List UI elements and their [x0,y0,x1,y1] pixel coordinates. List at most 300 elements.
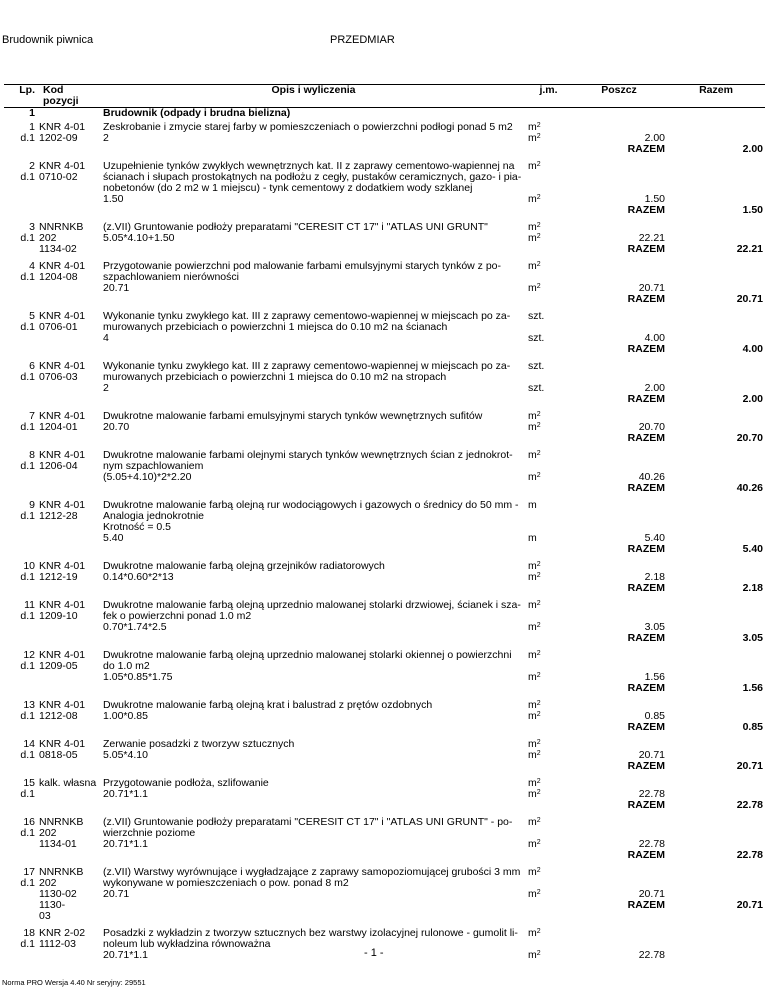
item-lp [4,558,37,597]
item-unit-label: $m^2$ [528,866,541,878]
item-description-line: Krotność = 0.5 [103,521,171,533]
item-description-line: Uzupełnienie tynków zwykłych wewnętrznych kat. II z zaprawy cementowo-wapiennej na [103,160,515,172]
item-code [37,447,101,497]
item-code-line: 0818-05 [39,749,78,761]
item-unit-label: $m^2$ [528,816,541,828]
table-header-row [4,85,765,108]
item-code [37,408,101,447]
item-lp [4,925,37,964]
item-unit [526,775,571,814]
item-code [37,864,101,925]
item-razem-label: RAZEM [627,243,665,255]
item-calculation: 0.70*1.74*2.5 [103,621,167,633]
item-lp [4,775,37,814]
item-poszcz-value: 22.78 [638,949,665,961]
item-unit-label: $m^2$ [528,560,541,572]
item-description [101,864,526,925]
item-razem [667,697,765,736]
item-calc-unit: $m^2$ [528,232,541,244]
item-poszcz-value: 4.00 [644,332,665,344]
item-calc-unit: $m^2$ [528,671,541,683]
item-calc-unit: $m^2$ [528,193,541,205]
item-code-line: KNR 4-01 [39,599,86,611]
item-code [37,597,101,647]
item-unit-label: $m^2$ [528,260,541,272]
item-calc-unit: $m^2$ [528,421,541,433]
item-lp [4,497,37,558]
item-razem-value: 20.71 [736,760,763,772]
item-code-line: 03 [39,910,51,922]
item-razem-label: RAZEM [627,343,665,355]
section-title: Brudownik (odpady i brudna bielizna) [103,107,291,119]
item-calc-unit: $m^2$ [528,949,541,961]
item-razem-value: 0.85 [742,721,763,733]
item-lp-number: 3 [29,221,35,233]
item-unit [526,647,571,697]
item-unit-label: szt. [528,360,545,372]
item-code [37,736,101,775]
item-calculation: 2 [103,382,109,394]
item-code [37,925,101,964]
item-poszcz [571,447,667,497]
item-lp [4,219,37,258]
item-calc-unit: $m^2$ [528,132,541,144]
item-razem [667,647,765,697]
item-calc-unit: m [528,532,537,544]
item-description [101,597,526,647]
item-lp-d: d.1 [20,938,35,950]
item-lp-d: d.1 [20,877,35,889]
item-calc-unit: $m^2$ [528,282,541,294]
item-code [37,358,101,408]
item-lp [4,736,37,775]
item-description-line: Dwukrotne malowanie farbą olejną uprzednio malowanej stolarki drzwiowej, ścianek i sza- [103,599,521,611]
item-description-line: do 1.0 m2 [103,660,150,672]
col-razem-header: Razem [667,85,765,108]
item-lp [4,814,37,864]
item-lp [4,119,37,158]
item-code-line: 1209-05 [39,660,78,672]
item-description-line: Dwukrotne malowanie farbami emulsyjnymi starych tynków wewnętrznych sufitów [103,410,483,422]
item-unit [526,358,571,408]
item-lp-number: 10 [23,560,35,572]
item-lp-number: 6 [29,360,35,372]
item-poszcz-value: 2.18 [644,571,665,583]
item-razem-value: 22.78 [736,799,763,811]
item-razem-label: RAZEM [627,543,665,555]
item-poszcz-value: 0.85 [644,710,665,722]
item-code-line: 0710-02 [39,171,78,183]
item-code [37,697,101,736]
item-lp-d: d.1 [20,749,35,761]
item-lp-d: d.1 [20,610,35,622]
item-razem-label: RAZEM [627,204,665,216]
item-description [101,158,526,219]
item-poszcz-value: 22.78 [638,788,665,800]
item-lp-d: d.1 [20,271,35,283]
item-code-line: 1212-08 [39,710,78,722]
item-poszcz [571,308,667,358]
item-unit [526,497,571,558]
item-lp-d: d.1 [20,421,35,433]
item-description-line: (z.VII) Gruntowanie podłoży preparatami "CERESIT CT 17" i "ATLAS UNI GRUNT" - po- [103,816,513,828]
item-razem-value: 3.05 [742,632,763,644]
document-title: PRZEDMIAR [330,34,395,46]
item-lp-number: 11 [24,599,35,611]
item-calculation: 1.05*0.85*1.75 [103,671,173,683]
item-calculation: 5.05*4.10+1.50 [103,232,175,244]
item-razem [667,258,765,308]
item-row [4,597,765,647]
item-calculation: 20.71*1.1 [103,949,148,961]
section-lp: 1 [29,107,35,119]
software-note: Norma PRO Wersja 4.40 Nr seryjny: 29551 [2,978,146,987]
item-code [37,258,101,308]
item-code-line: 1206-04 [39,460,78,472]
item-lp [4,697,37,736]
item-code-line: KNR 4-01 [39,160,86,172]
item-unit-label: $m^2$ [528,649,541,661]
item-razem-label: RAZEM [627,899,665,911]
item-row [4,647,765,697]
item-unit [526,219,571,258]
item-code-line: NNRNKB 202 [39,866,84,889]
item-lp-number: 4 [29,260,35,272]
item-row [4,814,765,864]
item-code-line: KNR 4-01 [39,410,86,422]
item-unit [526,558,571,597]
item-lp-d: d.1 [20,788,35,800]
item-lp-number: 17 [23,866,35,878]
item-code-line: KNR 4-01 [39,560,86,572]
item-razem-value: 22.78 [736,849,763,861]
item-razem [667,736,765,775]
item-poszcz-value: 1.56 [644,671,665,683]
estimate-table [4,84,765,964]
item-poszcz-value: 40.26 [638,471,665,483]
item-poszcz [571,697,667,736]
item-description-line: nobetonów (do 2 m2 w 1 miejscu) - tynk cementowy z dodatkiem wody szklanej [103,182,473,194]
item-unit-label: $m^2$ [528,738,541,750]
item-lp-number: 18 [23,927,35,939]
item-lp-number: 16 [23,816,35,828]
item-calculation: 20.71 [103,888,130,900]
item-poszcz [571,497,667,558]
item-calc-unit: $m^2$ [528,710,541,722]
item-code-line: KNR 4-01 [39,699,86,711]
item-calculation: 4 [103,332,109,344]
item-razem-label: RAZEM [627,393,665,405]
item-razem-label: RAZEM [627,849,665,861]
item-row [4,736,765,775]
item-lp-number: 15 [23,777,35,789]
item-lp [4,258,37,308]
item-lp [4,447,37,497]
item-poszcz [571,258,667,308]
item-description-line: Wykonanie tynku zwykłego kat. III z zaprawy cementowo-wapiennej w miejscach po za- [103,360,511,372]
item-razem [667,597,765,647]
item-description [101,119,526,158]
item-unit-label: szt. [528,310,545,322]
item-lp [4,308,37,358]
item-row [4,158,765,219]
item-calculation: 5.05*4.10 [103,749,148,761]
item-lp-d: d.1 [20,371,35,383]
item-code-line: 1204-01 [39,421,78,433]
item-description [101,219,526,258]
item-calculation: 20.71*1.1 [103,788,148,800]
item-code-line: KNR 4-01 [39,499,86,511]
item-razem-label: RAZEM [627,721,665,733]
item-description-line: Dwukrotne malowanie farbą olejną krat i balustrad z prętów ozdobnych [103,699,433,711]
item-code-line: NNRNKB 202 [39,221,84,244]
item-poszcz [571,864,667,925]
item-razem-value: 40.26 [736,482,763,494]
item-razem [667,219,765,258]
item-lp [4,408,37,447]
item-razem [667,775,765,814]
item-calculation: 20.70 [103,421,130,433]
item-description-line: Dwukrotne malowanie farbą olejną uprzednio malowanej stolarki okiennej o powierzchni [103,649,512,661]
item-unit [526,697,571,736]
item-description-line: murowanych przebiciach o powierzchni 1 miejsca do 0.10 m2 na stropach [103,371,447,383]
item-lp [4,647,37,697]
item-razem-value: 1.50 [742,204,763,216]
item-lp-d: d.1 [20,510,35,522]
item-code-line: KNR 4-01 [39,360,86,372]
page-number: - 1 - [364,947,384,959]
item-calc-unit: $m^2$ [528,788,541,800]
item-row [4,864,765,925]
item-razem [667,358,765,408]
item-row [4,408,765,447]
item-description-line: Dwukrotne malowanie farbą olejną rur wodociągowych i gazowych o średnicy do 50 mm - [103,499,519,511]
item-row [4,697,765,736]
item-calc-unit: szt. [528,332,545,344]
item-code [37,497,101,558]
item-description [101,775,526,814]
item-unit-label: $m^2$ [528,927,541,939]
col-jm-header: j.m. [526,85,571,108]
item-code-line: 1212-28 [39,510,78,522]
item-unit-label: $m^2$ [528,160,541,172]
item-razem-value: 20.71 [736,899,763,911]
item-poszcz-value: 20.71 [638,282,665,294]
col-lp-header: Lp. [4,85,37,108]
item-description [101,258,526,308]
item-lp [4,158,37,219]
item-poszcz-value: 3.05 [644,621,665,633]
item-lp-number: 14 [23,738,35,750]
item-code-line: 1212-19 [39,571,78,583]
item-razem-value: 4.00 [742,343,763,355]
item-description [101,558,526,597]
col-kod-header: Kod pozycji [37,85,101,108]
item-code [37,219,101,258]
item-lp-number: 8 [29,449,35,461]
item-lp [4,358,37,408]
item-calc-unit: $m^2$ [528,838,541,850]
item-code-line: KNR 2-02 [39,927,86,939]
item-description-line: Analogia jednokrotnie [103,510,204,522]
item-unit [526,408,571,447]
item-row [4,308,765,358]
item-unit-label: $m^2$ [528,449,541,461]
item-unit-label: $m^2$ [528,410,541,422]
item-row [4,925,765,964]
item-razem-label: RAZEM [627,432,665,444]
item-unit [526,447,571,497]
item-unit-label: $m^2$ [528,599,541,611]
item-lp-number: 12 [23,649,35,661]
item-description-line: (z.VII) Warstwy wyrównujące i wygładzające z zaprawy samopoziomującej grubości 3 mm [103,866,521,878]
item-code-line: KNR 4-01 [39,260,86,272]
item-description-line: szpachlowaniem nierówności [103,271,239,283]
item-code-line: 1204-08 [39,271,78,283]
item-unit [526,119,571,158]
item-poszcz [571,925,667,964]
item-unit [526,925,571,964]
item-description [101,447,526,497]
item-razem-label: RAZEM [627,582,665,594]
item-description [101,814,526,864]
item-poszcz-value: 2.00 [644,132,665,144]
item-lp-d: d.1 [20,660,35,672]
item-razem-label: RAZEM [627,143,665,155]
item-poszcz-value: 20.71 [638,749,665,761]
item-unit-label: $m^2$ [528,121,541,133]
item-row [4,775,765,814]
item-row [4,447,765,497]
item-unit [526,864,571,925]
item-code-line: 1130-02 1130- [39,888,77,911]
item-code-line: kalk. własna [39,777,97,789]
col-poszcz-header: Poszcz [571,85,667,108]
section-row [4,108,765,120]
item-razem [667,497,765,558]
item-razem-value: 5.40 [742,543,763,555]
item-description-line: ścianach i słupach prostokątnych na podłożu z cegły, pustaków ceramicznych, gazo- i pia- [103,171,522,183]
item-calculation: 1.00*0.85 [103,710,148,722]
item-calculation: 20.71 [103,282,130,294]
item-code-line: KNR 4-01 [39,738,86,750]
item-razem-value: 20.70 [736,432,763,444]
item-description [101,697,526,736]
item-poszcz-value: 2.00 [644,382,665,394]
item-razem-label: RAZEM [627,799,665,811]
item-code-line: 1134-01 [39,838,77,850]
item-unit-label: $m^2$ [528,777,541,789]
item-code [37,814,101,864]
item-unit [526,814,571,864]
item-description-line: Zeskrobanie i zmycie starej farby w pomieszczeniach o powierzchni podłogi ponad 5 m2 [103,121,513,133]
item-calc-unit: $m^2$ [528,621,541,633]
item-calc-unit: $m^2$ [528,571,541,583]
item-description [101,647,526,697]
item-poszcz-value: 5.40 [644,532,665,544]
item-lp-number: 7 [29,410,35,422]
item-code [37,119,101,158]
table-body [4,108,765,965]
item-razem-value: 2.18 [742,582,763,594]
col-opis-header: Opis i wyliczenia [101,85,526,108]
item-code [37,558,101,597]
item-unit [526,158,571,219]
item-row [4,558,765,597]
item-razem-label: RAZEM [627,632,665,644]
item-description-line: (z.VII) Gruntowanie podłoży preparatami "CERESIT CT 17" i "ATLAS UNI GRUNT" [103,221,488,233]
item-lp-d: d.1 [20,460,35,472]
item-razem-label: RAZEM [627,482,665,494]
item-description-line: Dwukrotne malowanie farbami olejnymi starych tynków wewnętrznych ścian z jednokrot- [103,449,513,461]
item-code-line: 0706-03 [39,371,78,383]
item-poszcz [571,119,667,158]
item-description-line: Dwukrotne malowanie farbą olejną grzejników radiatorowych [103,560,385,572]
item-razem [667,925,765,964]
item-description [101,925,526,964]
item-poszcz [571,775,667,814]
item-unit [526,308,571,358]
item-row [4,497,765,558]
item-description-line: wierzchnie poziome [103,827,196,839]
item-description-line: Posadzki z wykładzin z tworzyw sztucznych bez warstwy izolacyjnej rulonowe - gumolit li- [103,927,518,939]
item-lp-d: d.1 [20,571,35,583]
document-subject: Brudownik piwnica [2,34,94,46]
item-description-line: nym szpachlowaniem [103,460,204,472]
item-calc-unit: $m^2$ [528,888,541,900]
item-row [4,258,765,308]
item-poszcz [571,158,667,219]
item-description-line: wykonywane w pomieszczeniach o pow. ponad 8 m2 [103,877,349,889]
item-razem [667,814,765,864]
item-poszcz-value: 22.78 [638,838,665,850]
item-code-line: 0706-01 [39,321,78,333]
item-description [101,736,526,775]
item-description-line: noleum lub wykładzina równoważna [103,938,271,950]
item-lp-d: d.1 [20,232,35,244]
item-description-line: fek o powierzchni ponad 1.0 m2 [103,610,252,622]
item-code [37,775,101,814]
item-razem-value: 2.00 [742,143,763,155]
item-poszcz [571,558,667,597]
item-row [4,219,765,258]
item-lp-d: d.1 [20,321,35,333]
item-code-line: KNR 4-01 [39,449,86,461]
item-description-line: Zerwanie posadzki z tworzyw sztucznych [103,738,295,750]
item-poszcz [571,358,667,408]
item-calculation: 1.50 [103,193,124,205]
item-poszcz [571,736,667,775]
item-razem [667,558,765,597]
item-code-line: KNR 4-01 [39,121,86,133]
item-code-line: 1112-03 [39,938,76,950]
item-razem-label: RAZEM [627,760,665,772]
item-poszcz [571,408,667,447]
item-calc-unit: $m^2$ [528,471,541,483]
item-code [37,158,101,219]
item-lp-number: 1 [29,121,35,133]
item-razem [667,119,765,158]
item-razem [667,158,765,219]
item-razem [667,308,765,358]
item-code-line: 1209-10 [39,610,78,622]
item-code-line: KNR 4-01 [39,649,86,661]
item-description-line: Przygotowanie powierzchni pod malowanie farbami emulsyjnymi starych tynków z po- [103,260,502,272]
item-unit-label: m [528,499,537,511]
item-razem [667,447,765,497]
item-calculation: 5.40 [103,532,124,544]
item-lp-number: 13 [23,699,35,711]
